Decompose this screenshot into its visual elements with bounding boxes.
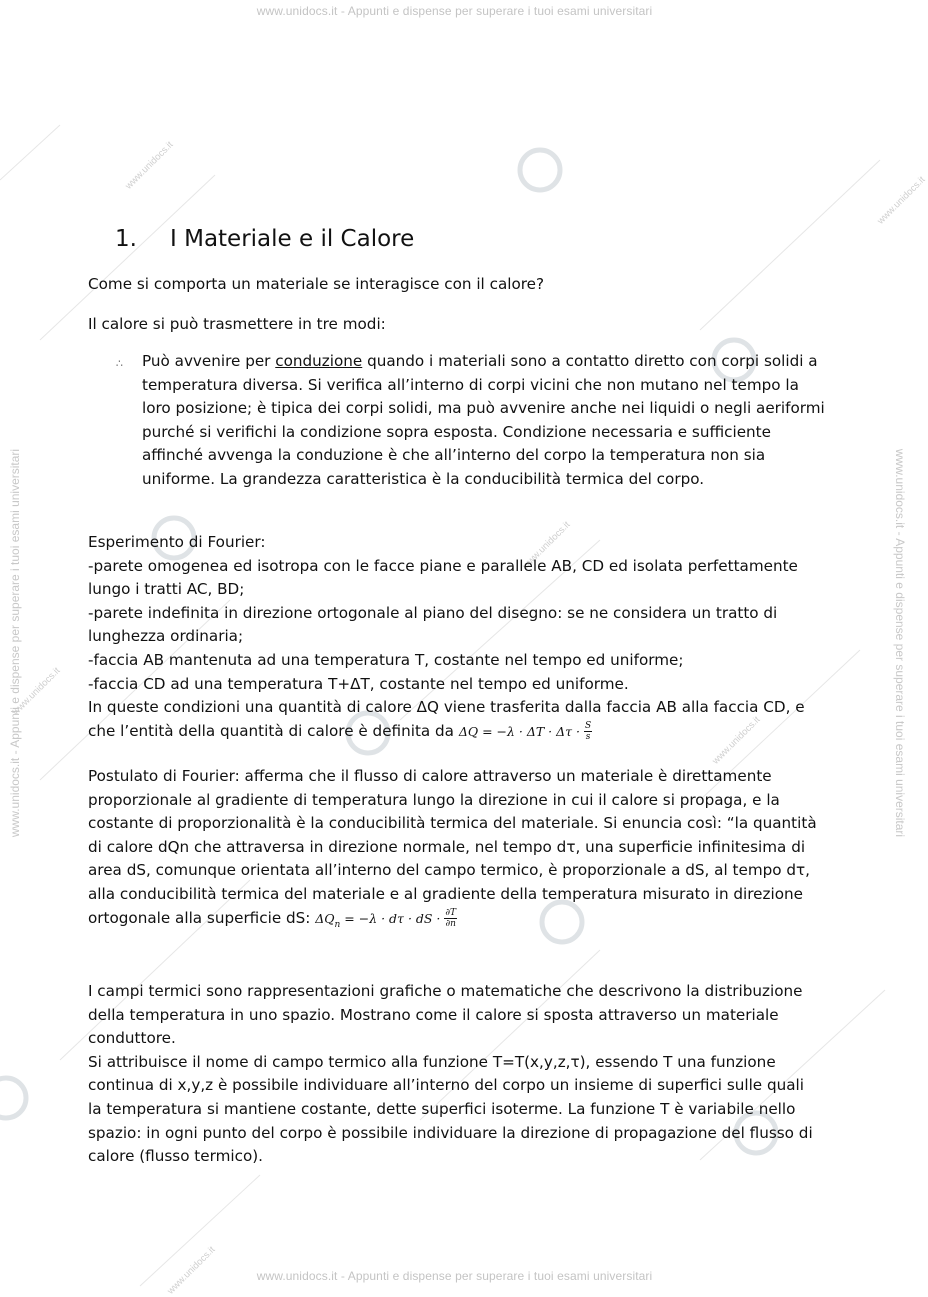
experiment-title: Esperimento di Fourier: — [88, 533, 266, 551]
fourier-postulate — [88, 765, 818, 937]
watermark-left: www.unidocs.it - Appunti e dispense per superare i tuoi esami universitari — [8, 448, 22, 838]
fourier-experiment — [88, 531, 818, 743]
experiment-line: -parete omogenea ed isotropa con le facce piane e parallele AB, CD ed isolata perfettamente lungo i tratti AC, BD; — [88, 556, 798, 599]
fraction-numerator: S — [585, 720, 592, 731]
experiment-line: -faccia CD ad una temperatura T+ΔT, costante nel tempo ed uniforme. — [88, 674, 629, 693]
watermark-small: www.unidocs.it — [123, 139, 176, 192]
experiment-line: -faccia AB mantenuta ad una temperatura T, costante nel tempo ed uniforme; — [88, 650, 684, 669]
fraction-numerator: ∂T — [445, 907, 457, 918]
watermark-small: www.unidocs.it — [875, 174, 928, 227]
bullet-text-rest: quando i materiali sono a contatto diretto con corpi solidi a temperatura diversa. Si verifica all’interno di corpi vicini che non mutano nel tempo la loro posizione; è tipica dei corpi solidi, ma può avvenire anche nei liquidi o negli aeriformi purché si verifichi la condizione sopra esposta. Condizione necessaria e sufficiente affinché avvenga la conduzione è che all’interno del corpo la temperatura non sia uniforme. La grandezza caratteristica è la conducibilità termica del corpo. — [142, 352, 825, 488]
postulate-fraction — [444, 908, 457, 929]
fraction-denominator: ∂n — [445, 918, 456, 929]
watermark-small: www.unidocs.it — [710, 714, 763, 767]
watermark-small: www.unidocs.it — [165, 1244, 218, 1297]
watermark-bottom: www.unidocs.it - Appunti e dispense per superare i tuoi esami universitari — [256, 1269, 653, 1283]
section-heading — [115, 226, 414, 252]
postulate-formula-sub: n — [334, 919, 341, 930]
conduction-term: conduzione — [275, 352, 363, 370]
postulate-text: Postulato di Fourier: afferma che il flusso di calore attraverso un materiale è direttamente proporzionale al gradiente di temperatura lungo la direzione in cui il calore si propaga, e la costante di proporzionalità è la conducibilità termica del materiale. Si enuncia così: “la quantità di calore dQn che attraversa in direzione normale, nel tempo dτ, una superficie infinitesima di area dS, comunque orientata all’interno del campo termico, è proporzionale a dS, al tempo dτ, alla conducibilità termica del materiale e al gradiente della temperatura misurato in direzione ortogonale alla superficie dS: — [88, 767, 817, 927]
watermark-right: www.unidocs.it - Appunti e dispense per superare i tuoi esami universitari — [893, 448, 907, 838]
watermark-small: www.unidocs.it — [10, 665, 63, 718]
bullet-text-start: Può avvenire per — [142, 352, 276, 370]
postulate-formula-b: = −λ · dτ · dS · — [340, 910, 445, 926]
experiment-conclusion-text: In queste condizioni una quantità di calore ΔQ viene trasferita dalla faccia AB alla faccia CD, e che l’entità della quantità di calore è definita da — [88, 698, 805, 740]
watermark-small: www.unidocs.it — [520, 519, 573, 572]
modes-intro-paragraph: Il calore si può trasmettere in tre modi: — [88, 315, 386, 333]
thermal-fields — [88, 980, 818, 1169]
experiment-conclusion — [88, 696, 818, 743]
watermark-top: www.unidocs.it - Appunti e dispense per superare i tuoi esami universitari — [256, 4, 653, 18]
fourier-formula: ΔQ = −λ · ΔT · Δτ · — [458, 723, 584, 739]
question-paragraph: Come si comporta un materiale se interagisce con il calore? — [88, 275, 545, 293]
conduction-bullet — [142, 350, 832, 492]
bullet-marker-icon: ∴ — [116, 357, 123, 370]
heading-number: 1. — [115, 226, 137, 252]
fourier-fraction — [584, 721, 592, 742]
thermal-field-definition: Si attribuisce il nome di campo termico alla funzione T=T(x,y,z,τ), essendo T una funzione continua di x,y,z è possibile individuare all’interno del corpo un insieme di superfici sulle quali la temperatura si mantiene costante, dette superfici isoterme. La funzione T è variabile nello spazio: in ogni punto del corpo è possibile individuare la direzione di propagazione del flusso di calore (flusso termico). — [88, 1052, 813, 1166]
heading-title: I Materiale e il Calore — [170, 226, 415, 252]
postulate-formula-a: ΔQ — [315, 910, 335, 926]
fraction-denominator: s — [585, 731, 591, 742]
thermal-fields-paragraph: I campi termici sono rappresentazioni grafiche o matematiche che descrivono la distribuzione della temperatura in uno spazio. Mostrano come il calore si sposta attraverso un materiale conduttore. — [88, 982, 803, 1048]
experiment-line: -parete indefinita in direzione ortogonale al piano del disegno: se ne considera un tratto di lunghezza ordinaria; — [88, 603, 778, 646]
